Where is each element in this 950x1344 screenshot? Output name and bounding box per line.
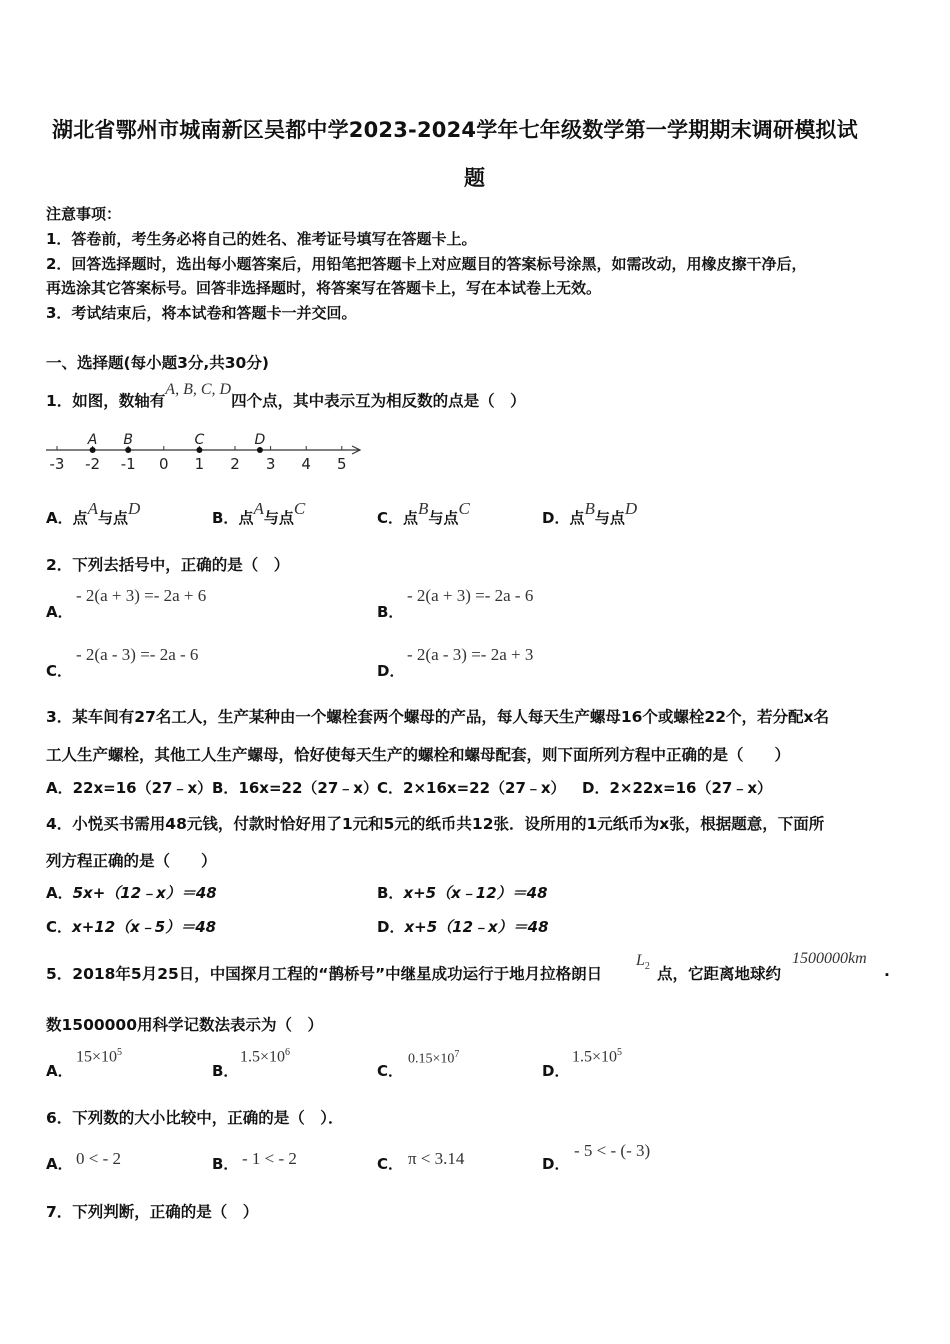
question-4-stem-line2: 列方程正确的是（ ）	[46, 852, 217, 870]
question-6-stem: 6．下列数的大小比较中，正确的是（ ）．	[46, 1109, 344, 1127]
q1-option-b[interactable]	[212, 499, 306, 528]
notice-item: 3．考试结束后，将本试卷和答题卡一并交回。	[46, 304, 357, 322]
number-line-point-label: D	[254, 432, 266, 448]
q6-option-b-expr: - 1 < - 2	[242, 1149, 297, 1168]
question-4-stem-line1: 4．小悦买书需用48元钱，付款时恰好用了1元和5元的纸币共12张．设所用的1元纸币为x张，根据题意，下面所	[46, 815, 825, 833]
option-letter: B．	[212, 779, 239, 797]
q1-option-c[interactable]	[377, 499, 470, 528]
q6-option-a-expr: 0 < - 2	[76, 1149, 121, 1168]
option-text: 22x=16（27﹣x）	[72, 779, 213, 797]
page-title: 湖北省鄂州市城南新区吴都中学2023-2024学年七年级数学第一学期期末调研模拟试	[52, 118, 858, 142]
number-line-tick-label: 3	[265, 455, 276, 473]
option-text: 与点	[263, 509, 294, 527]
notice-item: 2．回答选择题时，选出每小题答案后，用铅笔把答题卡上对应题目的答案标号涂黑，如需改动，用橡皮擦干净后，	[46, 255, 807, 273]
number-line-tick-label: 5	[337, 455, 347, 473]
q6-option-a-letter[interactable]: A．	[46, 1155, 73, 1173]
number-line	[40, 425, 370, 475]
q1-option-d[interactable]	[542, 499, 638, 528]
question-3-stem-line1: 3．某车间有27名工人，生产某种由一个螺栓套两个螺母的产品，每人每天生产螺母16个或螺栓22个，若分配x名	[46, 708, 829, 726]
q5-stem-end: .	[884, 962, 890, 980]
option-math: A	[87, 499, 99, 518]
section-heading: 一、选择题(每小题3分,共30分)	[46, 354, 269, 372]
option-letter: C．	[377, 779, 404, 797]
option-text: 与点	[594, 509, 625, 527]
q1-stem-post: 四个点，其中表示互为相反数的点是（ ）	[231, 392, 526, 410]
q3-option-c[interactable]	[377, 777, 566, 798]
q4-option-d[interactable]	[377, 916, 549, 937]
notice-item: 再选涂其它答案标号。回答非选择题时，将答案写在答题卡上，写在本试卷上无效。	[46, 279, 602, 297]
page-title-continued: 题	[464, 166, 486, 190]
q5-option-d-expr	[572, 1047, 622, 1066]
q2-option-d-expr: - 2(a - 3) =- 2a + 3	[407, 645, 534, 664]
q5-option-a-expr	[76, 1047, 122, 1066]
option-base: 1.5×10	[572, 1048, 618, 1066]
option-base: 0.15×10	[408, 1051, 455, 1067]
option-text: 点	[238, 509, 254, 527]
number-line-tick-label: 4	[301, 455, 311, 473]
notice-item: 1．答卷前，考生务必将自己的姓名、准考证号填写在答题卡上。	[46, 230, 477, 248]
q5-option-b-letter[interactable]: B．	[212, 1062, 239, 1080]
q2-option-c-letter[interactable]: C．	[46, 662, 73, 680]
q5-lagrange-symbol	[636, 950, 650, 972]
option-text: 与点	[98, 509, 129, 527]
q2-option-b-letter[interactable]: B．	[377, 603, 404, 621]
option-math: D	[624, 499, 638, 518]
q6-option-c-expr: π < 3.14	[408, 1149, 465, 1168]
number-line-tick-label: -1	[120, 455, 136, 473]
option-letter: D．	[377, 918, 405, 936]
q5-math-l-sub: 2	[644, 961, 650, 973]
option-letter: B．	[377, 884, 404, 902]
q2-option-a-expr: - 2(a + 3) =- 2a + 6	[76, 586, 207, 605]
option-exponent: 7	[454, 1049, 460, 1060]
option-text: 16x=22（27﹣x）	[238, 779, 378, 797]
option-text: x+12（x﹣5）＝48	[72, 918, 217, 936]
option-math: C	[458, 499, 470, 518]
notice-heading: 注意事项：	[46, 205, 122, 223]
number-line-tick-label: -3	[49, 455, 65, 473]
option-exponent: 6	[285, 1047, 291, 1058]
q5-option-c-expr	[408, 1049, 459, 1068]
option-text: 2×16x=22（27﹣x）	[403, 779, 566, 797]
q6-option-d-letter[interactable]: D．	[542, 1155, 570, 1173]
option-text: x+5（x﹣12）＝48	[403, 884, 548, 902]
number-line-tick-label: 0	[159, 455, 169, 473]
number-line-point-label: C	[194, 432, 205, 448]
question-3-stem-line2: 工人生产螺栓，其他工人生产螺母，恰好使每天生产的螺栓和螺母配套，则下面所列方程中正确的是（ ）	[46, 746, 791, 764]
q4-option-c[interactable]	[46, 916, 216, 937]
q1-stem-math: A, B, C, D	[165, 381, 232, 398]
q2-option-b-expr: - 2(a + 3) =- 2a - 6	[407, 586, 534, 605]
option-letter: A．	[46, 779, 73, 797]
q3-option-b[interactable]	[212, 777, 378, 798]
q5-option-a-letter[interactable]: A．	[46, 1062, 73, 1080]
number-line-point-label: A	[87, 432, 98, 448]
option-letter: D．	[542, 509, 570, 527]
q5-option-b-expr	[240, 1047, 290, 1066]
question-2-stem: 2．下列去括号中，正确的是（ ）	[46, 556, 290, 574]
option-math: A	[253, 499, 264, 518]
q4-option-b[interactable]	[377, 882, 548, 903]
option-math: B	[418, 499, 429, 518]
q6-option-d-expr: - 5 < - (- 3)	[574, 1141, 651, 1160]
option-text: 5x+（12﹣x）＝48	[72, 884, 217, 902]
q2-option-c-expr: - 2(a - 3) =- 2a - 6	[76, 645, 199, 664]
option-letter: C．	[46, 918, 73, 936]
option-exponent: 5	[617, 1047, 623, 1058]
option-text: x+5（12﹣x）＝48	[404, 918, 549, 936]
q1-option-a[interactable]	[46, 499, 141, 528]
q5-option-c-letter[interactable]: C．	[377, 1062, 404, 1080]
option-text: 2×22x=16（27﹣x）	[609, 779, 772, 797]
q5-option-d-letter[interactable]: D．	[542, 1062, 570, 1080]
number-line-tick-label: 2	[230, 455, 240, 473]
option-base: 15×10	[76, 1048, 118, 1066]
option-math: C	[293, 499, 306, 518]
question-5-stem-pre: 5．2018年5月25日，中国探月工程的“鹊桥号”中继星成功运行于地月拉格朗日	[46, 965, 603, 983]
option-letter: B．	[212, 509, 239, 527]
q2-option-d-letter[interactable]: D．	[377, 662, 405, 680]
option-math: B	[584, 499, 595, 518]
q1-stem-pre: 1．如图，数轴有	[46, 392, 166, 410]
q5-math-l: L	[636, 952, 645, 969]
q6-option-c-letter[interactable]: C．	[377, 1155, 404, 1173]
number-line-tick-label: 1	[194, 455, 205, 473]
option-math: D	[128, 499, 141, 518]
option-letter: A．	[46, 509, 73, 527]
question-7-stem: 7．下列判断，正确的是（ ）	[46, 1203, 259, 1221]
option-base: 1.5×10	[240, 1048, 286, 1066]
q3-option-a[interactable]	[46, 777, 212, 798]
option-text: 点	[569, 509, 585, 527]
option-text: 与点	[428, 509, 459, 527]
q5-distance: 1500000km	[792, 950, 867, 967]
q4-option-a[interactable]	[46, 882, 217, 903]
option-exponent: 5	[117, 1047, 123, 1058]
option-letter: D．	[582, 779, 610, 797]
option-letter: A．	[46, 884, 73, 902]
question-5-stem-line2: 数1500000用科学记数法表示为（ ）	[46, 1016, 323, 1034]
number-line-tick-label: -2	[85, 455, 101, 473]
question-5-stem-mid: 点，它距离地球约	[657, 965, 782, 983]
q6-option-b-letter[interactable]: B．	[212, 1155, 239, 1173]
option-text: 点	[72, 509, 88, 527]
q3-option-d[interactable]	[582, 777, 772, 798]
option-letter: C．	[377, 509, 404, 527]
number-line-point-label: B	[123, 432, 134, 448]
q2-option-a-letter[interactable]: A．	[46, 603, 73, 621]
question-1-stem	[46, 381, 526, 411]
option-text: 点	[403, 509, 419, 527]
